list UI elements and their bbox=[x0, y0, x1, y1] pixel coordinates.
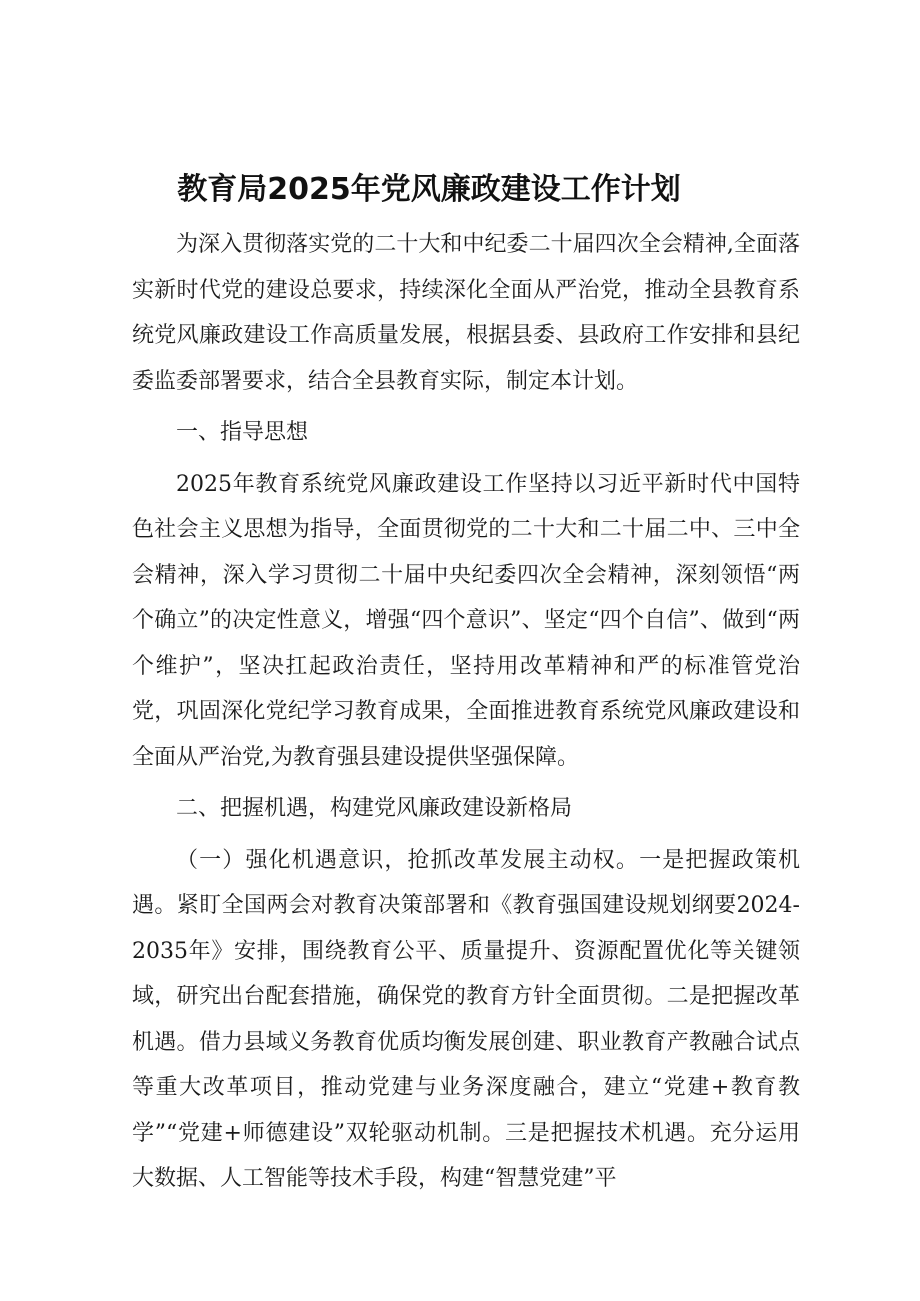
document-title: 教育局2025年党风廉政建设工作计划 bbox=[177, 172, 681, 207]
document-body bbox=[132, 222, 800, 1202]
section-2-heading: 二、把握机遇，构建党风廉政建设新格局 bbox=[176, 796, 573, 821]
intro-paragraph: 为深入贯彻落实党的二十大和中纪委二十届四次全会精神,全面落实新时代党的建设总要求，持续深化全面从严治党，推动全县教育系统党风廉政建设工作高质量发展，根据县委、县政府工作安排和县纪委监委部署要求，结合全县教育实际，制定本计划。 bbox=[132, 232, 800, 394]
section-1-paragraph: 2025年教育系统党风廉政建设工作坚持以习近平新时代中国特色社会主义思想为指导，全面贯彻党的二十大和二十届二中、三中全会精神，深入学习贯彻二十届中央纪委四次全会精神，深刻领悟“两个确立”的决定性意义，增强“四个意识”、坚定“四个自信”、做到“两个维护”，坚决扛起政治责任，坚持用改革精神和严的标准管党治党，巩固深化党纪学习教育成果，全面推进教育系统党风廉政建设和全面从严治党,为教育强县建设提供坚强保障。 bbox=[132, 471, 800, 770]
section-2-subsection-1-paragraph: （一）强化机遇意识，抢抓改革发展主动权。一是把握政策机遇。紧盯全国两会对教育决策部署和《教育强国建设规划纲要2024-2035年》安排，围绕教育公平、质量提升、资源配置优化等关键领域，研究出台配套措施，确保党的教育方针全面贯彻。二是把握改革机遇。借力县域义务教育优质均衡发展创建、职业教育产教融合试点等重大改革项目，推动党建与业务深度融合，建立“党建+教育教学”“党建+师德建设”双轮驱动机制。三是把握技术机遇。充分运用大数据、人工智能等技术手段，构建“智慧党建”平 bbox=[132, 847, 800, 1191]
section-1-heading: 一、指导思想 bbox=[176, 420, 309, 445]
